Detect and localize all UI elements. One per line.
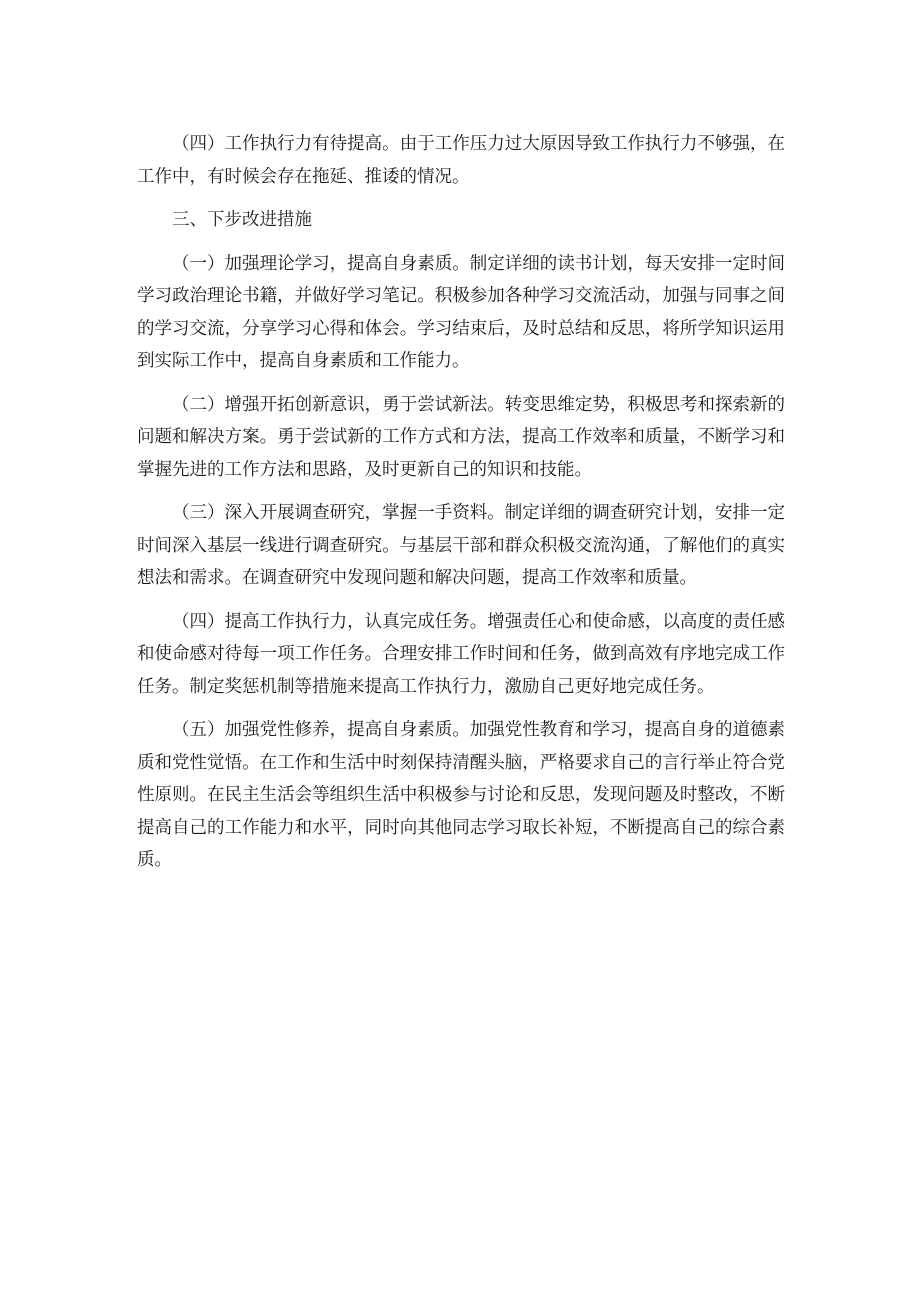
document-body <box>137 128 785 888</box>
paragraph-execution-issue: （四）工作执行力有待提高。由于工作压力过大原因导致工作执行力不够强，在工作中，有时候会存在拖延、推诿的情况。 <box>137 134 785 187</box>
paragraph-measure-2: （二）增强开拓创新意识，勇于尝试新法。转变思维定势，积极思考和探索新的问题和解决方案。勇于尝试新的工作方式和方法，提高工作效率和质量，不断学习和掌握先进的工作方法和思路，及时更新自己的知识和技能。 <box>137 394 785 480</box>
section-heading-improvement-measures: 三、下步改进措施 <box>172 210 312 230</box>
paragraph-measure-5: （五）加强党性修养，提高自身素质。加强党性教育和学习，提高自身的道德素质和党性觉悟。在工作和生活中时刻保持清醒头脑，严格要求自己的言行举止符合党性原则。在民主生活会等组织生活中积极参与讨论和反思，发现问题及时整改，不断提高自己的工作能力和水平，同时向其他同志学习取长补短，不断提高自己的综合素质。 <box>137 720 785 870</box>
paragraph-measure-1: （一）加强理论学习，提高自身素质。制定详细的读书计划，每天安排一定时间学习政治理论书籍，并做好学习笔记。积极参加各种学习交流活动，加强与同事之间的学习交流，分享学习心得和体会。学习结束后，及时总结和反思，将所学知识运用到实际工作中，提高自身素质和工作能力。 <box>137 253 785 371</box>
paragraph-measure-4: （四）提高工作执行力，认真完成任务。增强责任心和使命感，以高度的责任感和使命感对待每一项工作任务。合理安排工作时间和任务，做到高效有序地完成工作任务。制定奖惩机制等措施来提高工作执行力，激励自己更好地完成任务。 <box>137 611 785 697</box>
paragraph-measure-3: （三）深入开展调查研究，掌握一手资料。制定详细的调查研究计划，安排一定时间深入基层一线进行调查研究。与基层干部和群众积极交流沟通，了解他们的真实想法和需求。在调查研究中发现问题和解决问题，提高工作效率和质量。 <box>137 503 785 588</box>
